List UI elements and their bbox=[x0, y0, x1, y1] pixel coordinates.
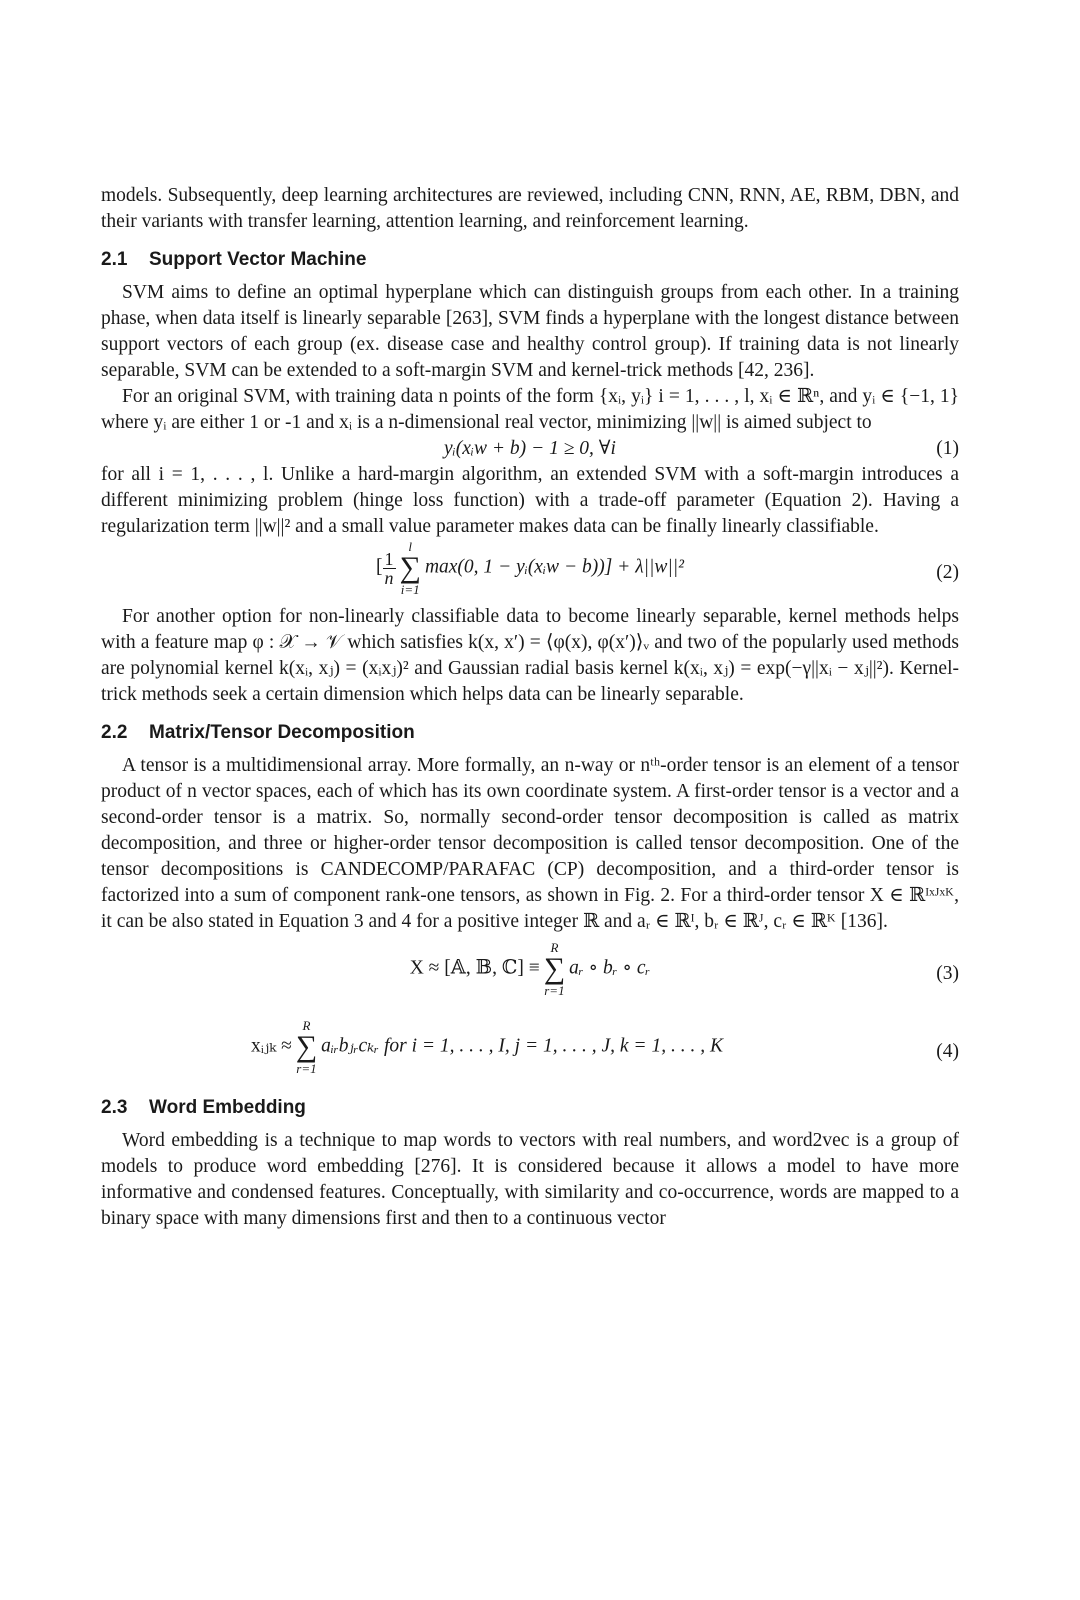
sum-upper-limit: R bbox=[550, 940, 559, 955]
fraction-denominator: n bbox=[384, 567, 394, 588]
sum-upper-limit: R bbox=[302, 1018, 311, 1033]
equation-4-number: (4) bbox=[936, 1041, 959, 1062]
svm-paragraph-4: For another option for non-linearly classifiable data to become linearly separable, kernel methods helps with a feature map φ : 𝒳 → 𝒱 which satisfies k(x, x′) = ⟨φ(x), φ(x′)⟩ᵥ and two of the popularly used methods are polynomial kernel k(xᵢ, xⱼ) = (xᵢxⱼ)² and Gaussian radial basis kernel k(xᵢ, xⱼ) = exp(−γ||xᵢ − xⱼ||²). Kernel-trick methods seek a certain dimension which helps data can be linearly separable. bbox=[101, 606, 959, 705]
sum-upper-limit: l bbox=[408, 539, 413, 554]
section-title: Word Embedding bbox=[149, 1097, 306, 1118]
fraction-numerator: 1 bbox=[384, 548, 394, 569]
equation-4-lhs: xᵢⱼₖ ≈ bbox=[251, 1035, 292, 1057]
equation-4-expression: aᵢᵣbⱼᵣcₖᵣ for i = 1, . . . , I, j = 1, . . . , J, k = 1, . . . , K bbox=[321, 1035, 723, 1057]
equation-3-body bbox=[101, 941, 959, 997]
svm-paragraph-1: SVM aims to define an optimal hyperplane which can distinguish groups from each other. In a training phase, when data itself is linearly separable [263], SVM finds a hyperplane with the longest distance between support vectors of each group (ex. disease case and healthy control group). If training data is not linearly separable, SVM can be extended to a soft-margin SVM and kernel-trick methods [42, 236]. bbox=[101, 282, 959, 381]
tensor-paragraph-1: A tensor is a multidimensional array. More formally, an n-way or nᵗʰ-order tensor is an element of a tensor product of n vector spaces, each of which has its own coordinate system. A first-order tensor is a vector and a second-order tensor is a matrix. So, normally second-order tensor decomposition is called as matrix decomposition, and three or higher-order tensor decomposition is called tensor decomposition. One of the tensor decompositions is CANDECOMP/PARAFAC (CP) decomposition, and a third-order tensor is factorized into a sum of component rank-one tensors, as shown in Fig. 2. For a third-order tensor X ∈ ℝᴵˣᴶˣᴷ, it can be also stated in Equation 3 and 4 for a positive integer ℝ and aᵣ ∈ ℝᴵ, bᵣ ∈ ℝᴶ, cᵣ ∈ ℝᴷ [136]. bbox=[101, 755, 959, 932]
summation-symbol: l ∑ i=1 bbox=[399, 539, 421, 597]
equation-3-expression: aᵣ ∘ bᵣ ∘ cᵣ bbox=[569, 957, 651, 979]
equation-4-body bbox=[101, 1019, 959, 1075]
svm-paragraph-2: For an original SVM, with training data n points of the form {xᵢ, yᵢ} i = 1, . . . , l, xᵢ ∈ ℝⁿ, and yᵢ ∈ {−1, 1} where yᵢ are either 1 or -1 and xᵢ is a n-dimensional real vector, minimizing ||w|| is aimed subject to bbox=[101, 386, 959, 433]
section-number: 2.2 bbox=[101, 722, 128, 743]
equation-3 bbox=[101, 941, 959, 1005]
sum-lower-limit: i=1 bbox=[400, 582, 420, 597]
section-heading-tensor bbox=[101, 721, 959, 745]
equation-2-fraction bbox=[383, 550, 396, 587]
equation-1 bbox=[101, 436, 959, 462]
sum-lower-limit: r=1 bbox=[296, 1061, 317, 1076]
equation-4 bbox=[101, 1019, 959, 1083]
section-number: 2.3 bbox=[101, 1097, 128, 1118]
equation-1-body: yᵢ(xᵢw + b) − 1 ≥ 0, ∀i bbox=[444, 438, 616, 459]
intro-paragraph: models. Subsequently, deep learning architectures are reviewed, including CNN, RNN, AE, RBM, DBN, and their variants with transfer learning, attention learning, and reinforcement learning. bbox=[101, 185, 959, 232]
equation-2 bbox=[101, 540, 959, 604]
section-heading-word-embedding bbox=[101, 1096, 959, 1120]
equation-2-number: (2) bbox=[936, 562, 959, 583]
word-embedding-paragraph-1: Word embedding is a technique to map words to vectors with real numbers, and word2vec is a group of models to produce word embedding [276]. It is considered because it allows a model to have more informative and condensed features. Conceptually, with similarity and co-occurrence, words are mapped to a binary space with many dimensions first and then to a continuous vector bbox=[101, 1130, 959, 1229]
summation-symbol: R ∑ r=1 bbox=[543, 940, 566, 998]
section-number: 2.1 bbox=[101, 249, 128, 270]
equation-2-bracket: [ bbox=[376, 556, 383, 578]
equation-3-lhs: X ≈ [𝔸, 𝔹, ℂ] ≡ bbox=[409, 957, 540, 979]
svm-paragraph-3: for all i = 1, . . . , l. Unlike a hard-margin algorithm, an extended SVM with a soft-margin introduces a different minimizing problem (hinge loss function) with a trade-off parameter (Equation 2). Having a regularization term ||w||² and a small value parameter makes data can be finally linearly classifiable. bbox=[101, 464, 959, 537]
equation-1-number: (1) bbox=[936, 438, 959, 459]
sum-lower-limit: r=1 bbox=[544, 983, 565, 998]
equation-2-body bbox=[101, 540, 959, 596]
section-title: Support Vector Machine bbox=[149, 249, 367, 270]
section-title: Matrix/Tensor Decomposition bbox=[149, 722, 415, 743]
summation-symbol: R ∑ r=1 bbox=[295, 1018, 318, 1076]
page-content bbox=[101, 183, 959, 1232]
equation-2-expression: max(0, 1 − yᵢ(xᵢw − b))] + λ||w||² bbox=[424, 556, 684, 578]
section-heading-svm bbox=[101, 248, 959, 272]
equation-3-number: (3) bbox=[936, 963, 959, 984]
